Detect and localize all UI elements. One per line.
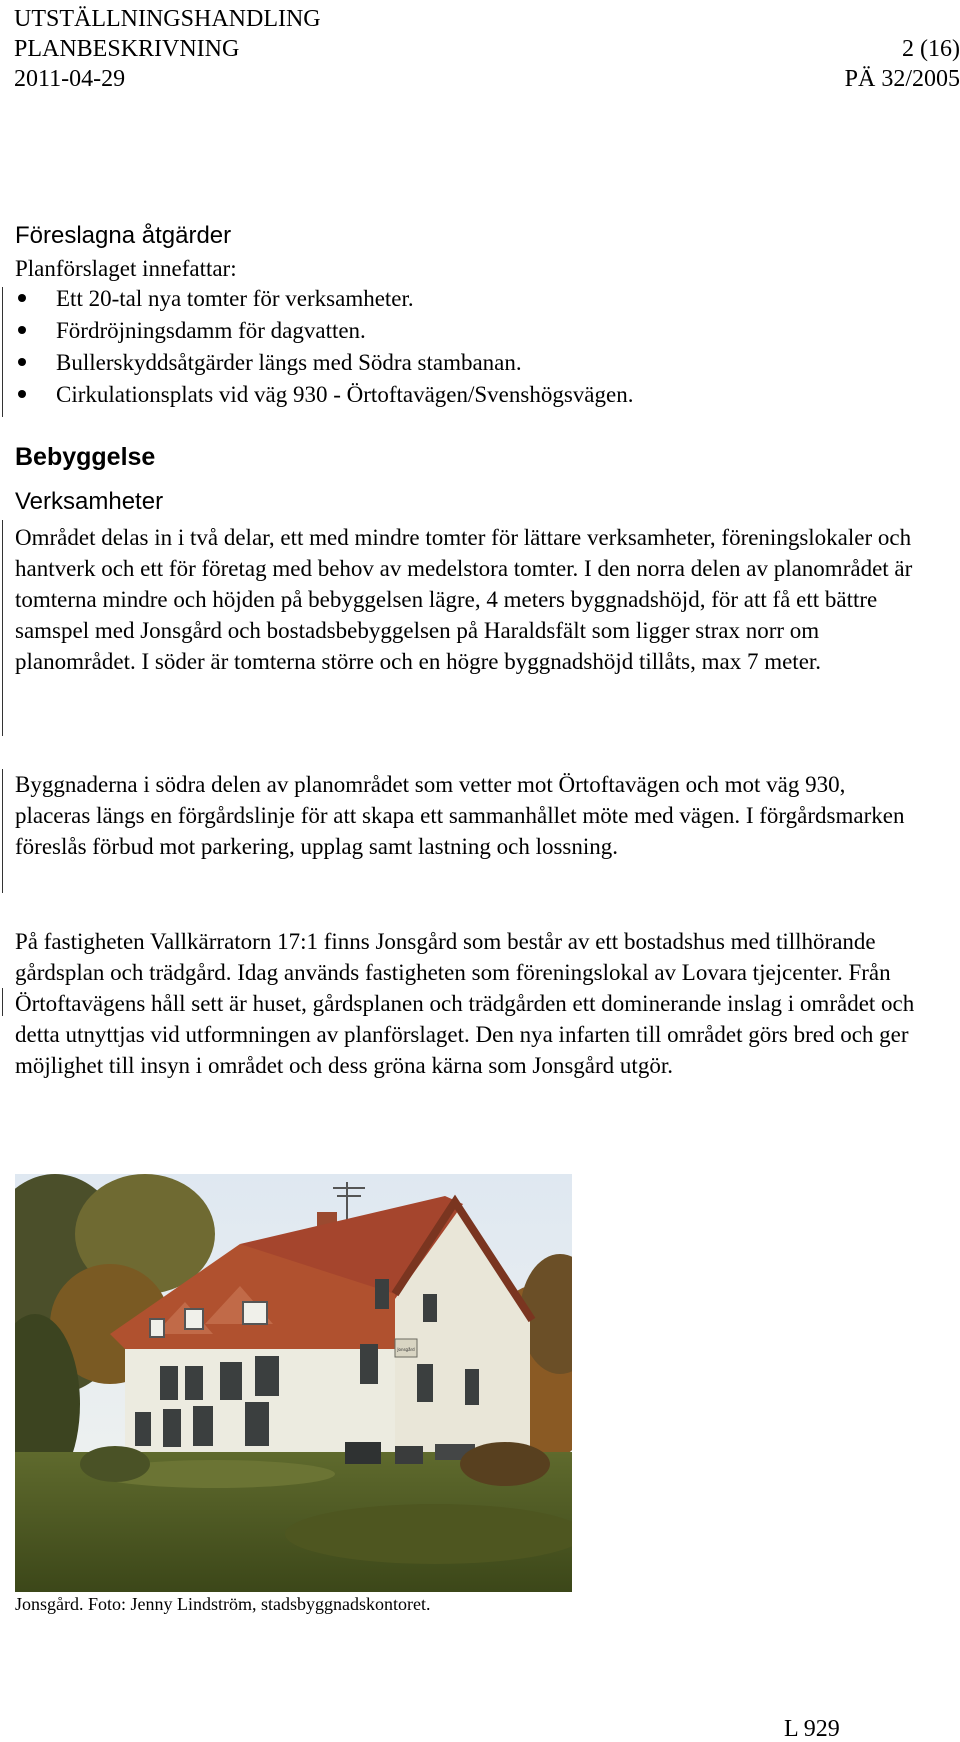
document-header — [14, 4, 960, 94]
document-date: 2011-04-29 — [14, 66, 126, 92]
change-bar — [2, 520, 3, 736]
list-item: Cirkulationsplats vid väg 930 - Örtoftavägen/Svenshögsvägen. — [0, 381, 960, 413]
bullet-icon — [18, 294, 26, 302]
section-heading-bebyggelse: Bebyggelse — [15, 443, 156, 471]
bullet-icon — [18, 358, 26, 366]
measures-list — [0, 285, 960, 413]
house-sign-text: Jonsgård — [397, 1347, 415, 1352]
list-item: Bullerskyddsåtgärder längs med Södra stambanan. — [0, 349, 960, 381]
jonsgard-photo — [15, 1174, 572, 1592]
house-photo-illustration — [15, 1174, 572, 1592]
document-status: UTSTÄLLNINGSHANDLING — [14, 6, 321, 32]
document-reference: PÄ 32/2005 — [844, 66, 960, 92]
list-item: Fördröjningsdamm för dagvatten. — [0, 317, 960, 349]
page-number: 2 (16) — [902, 36, 960, 62]
photo-caption: Jonsgård. Foto: Jenny Lindström, stadsbyggnadskontoret. — [15, 1594, 431, 1614]
paragraph-verksamheter: Området delas in i två delar, ett med mindre tomter för lättare verksamheter, föreningslokaler och hantverk och ett för företag med behov av medelstora tomter. I den norra delen av planområdet är tomterna mindre och höjden på bebyggelsen lägre, 4 meters byggnadshöjd, för att få ett bättre samspel med Jonsgård och bostadsbebyggelsen på Haraldsfält som ligger strax norr om planområdet. I söder är tomterna större och en högre byggnadshöjd tillåts, max 7 meter. — [15, 525, 913, 674]
change-bar — [2, 988, 3, 1016]
paragraph-forgardslinje: Byggnaderna i södra delen av planområdet som vetter mot Örtoftavägen och mot väg 930, placeras längs en förgårdslinje för att skapa ett sammanhållet möte med vägen. I förgårdsmarken föreslås förbud mot parkering, upplag samt lastning och lossning. — [15, 772, 905, 859]
measures-intro: Planförslaget innefattar: — [15, 256, 237, 281]
bullet-icon — [18, 390, 26, 398]
section-heading-measures: Föreslagna åtgärder — [15, 222, 232, 249]
list-item: Ett 20-tal nya tomter för verksamheter. — [0, 285, 960, 317]
change-bar — [2, 769, 3, 893]
subheading-verksamheter: Verksamheter — [15, 488, 164, 515]
paragraph-jonsgard: På fastigheten Vallkärratorn 17:1 finns Jonsgård som består av ett bostadshus med tillhörande gårdsplan och trädgård. Idag används fastigheten som föreningslokal av Lovara tjejcenter. Från Örtoftavägens håll sett är huset, gårdsplanen och trädgården ett dominerande inslag i området och detta utnyttjas vid utformningen av planförslaget. Den nya infarten till området görs bred och ger möjlighet till insyn i området och dess gröna kärna som Jonsgård utgör. — [15, 929, 915, 1078]
bullet-icon — [18, 326, 26, 334]
document-type: PLANBESKRIVNING — [14, 36, 240, 62]
page-code: L 929 — [784, 1716, 840, 1742]
